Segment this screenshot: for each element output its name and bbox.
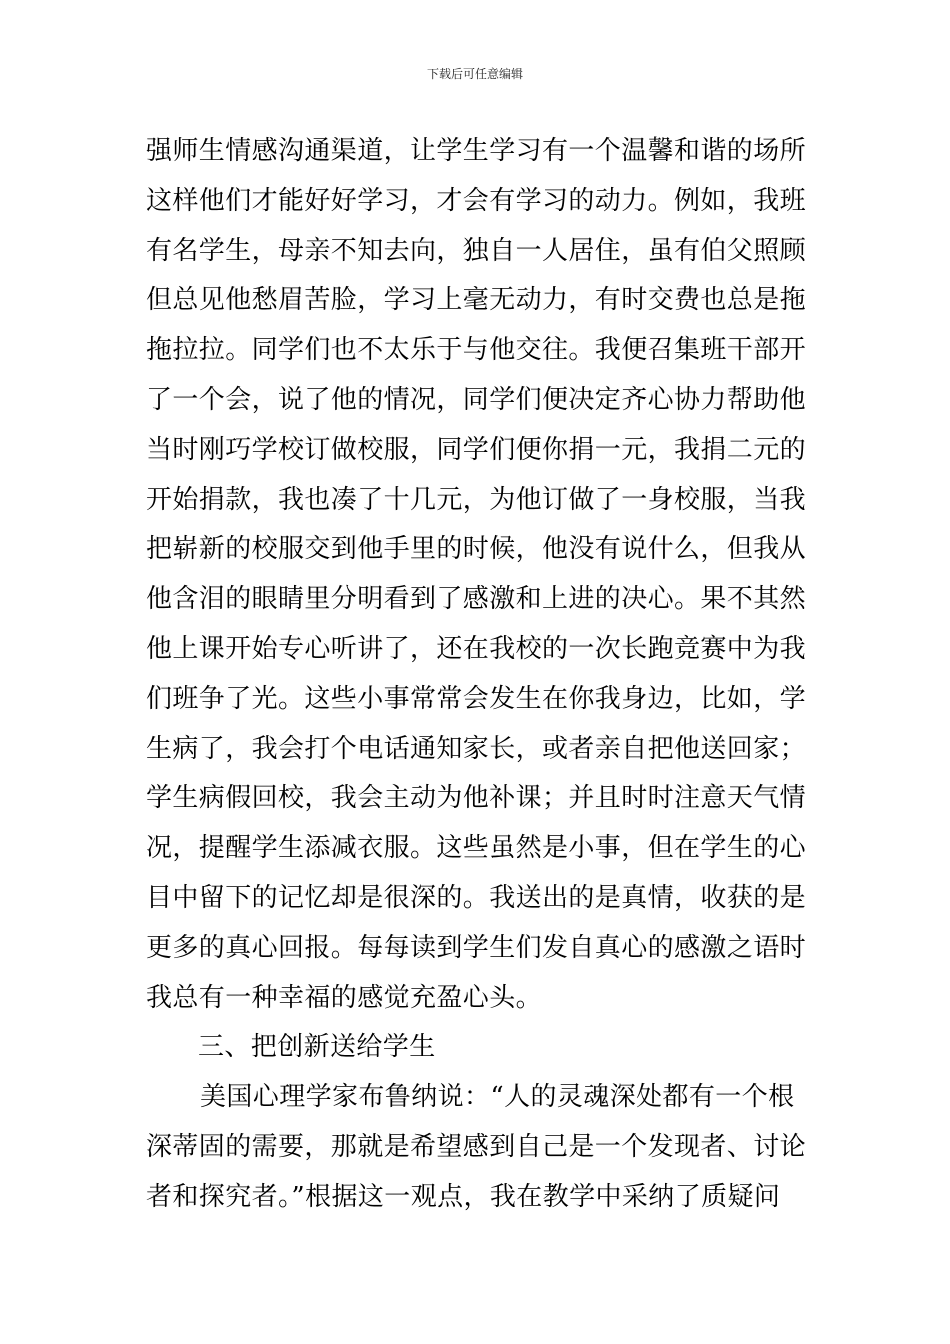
text-line: 生病了，我会打个电话通知家长，或者亲自把他送回家； xyxy=(146,733,807,764)
text-line: 况，提醒学生添减衣服。这些虽然是小事，但在学生的心 xyxy=(146,833,807,864)
text-line: 美国心理学家布鲁纳说：“人的灵魂深处都有一个根 xyxy=(200,1082,795,1113)
text-line: 我总有一种幸福的感觉充盈心头。 xyxy=(146,982,543,1013)
text-line: 当时刚巧学校订做校服，同学们便你捐一元，我捐二元的 xyxy=(146,434,807,465)
text-line: 深蒂固的需要，那就是希望感到自己是一个发现者、讨论 xyxy=(146,1131,807,1162)
section-heading: 三、把创新送给学生 xyxy=(198,1032,436,1063)
text-line: 学生病假回校，我会主动为他补课；并且时时注意天气情 xyxy=(146,783,807,814)
page-header: 下载后可任意编辑 xyxy=(426,67,523,81)
text-line: 们班争了光。这些小事常常会发生在你我身边，比如，学 xyxy=(146,683,807,714)
text-line: 开始捐款，我也凑了十几元，为他订做了一身校服，当我 xyxy=(146,484,807,515)
text-line: 拖拉拉。同学们也不太乐于与他交往。我便召集班干部开 xyxy=(146,335,807,366)
text-line: 有名学生，母亲不知去向，独自一人居住，虽有伯父照顾 xyxy=(146,235,807,266)
text-line: 者和探究者。”根据这一观点，我在教学中采纳了质疑问 xyxy=(146,1181,781,1212)
text-line: 把崭新的校服交到他手里的时候，他没有说什么，但我从 xyxy=(146,534,807,565)
text-line: 但总见他愁眉苦脸，学习上毫无动力，有时交费也总是拖 xyxy=(146,285,807,316)
text-line: 这样他们才能好好学习，才会有学习的动力。例如，我班 xyxy=(146,185,807,216)
text-line: 强师生情感沟通渠道，让学生学习有一个温馨和谐的场所 xyxy=(146,136,807,166)
text-line: 他含泪的眼睛里分明看到了感激和上进的决心。果不其然 xyxy=(146,584,807,615)
text-line: 他上课开始专心听讲了，还在我校的一次长跑竞赛中为我 xyxy=(146,633,807,664)
text-line: 了一个会，说了他的情况，同学们便决定齐心协力帮助他 xyxy=(146,384,807,415)
document-body xyxy=(146,127,816,1223)
text-line: 目中留下的记忆却是很深的。我送出的是真情，收获的是 xyxy=(146,882,807,913)
text-line: 更多的真心回报。每每读到学生们发自真心的感激之语时 xyxy=(146,932,807,963)
